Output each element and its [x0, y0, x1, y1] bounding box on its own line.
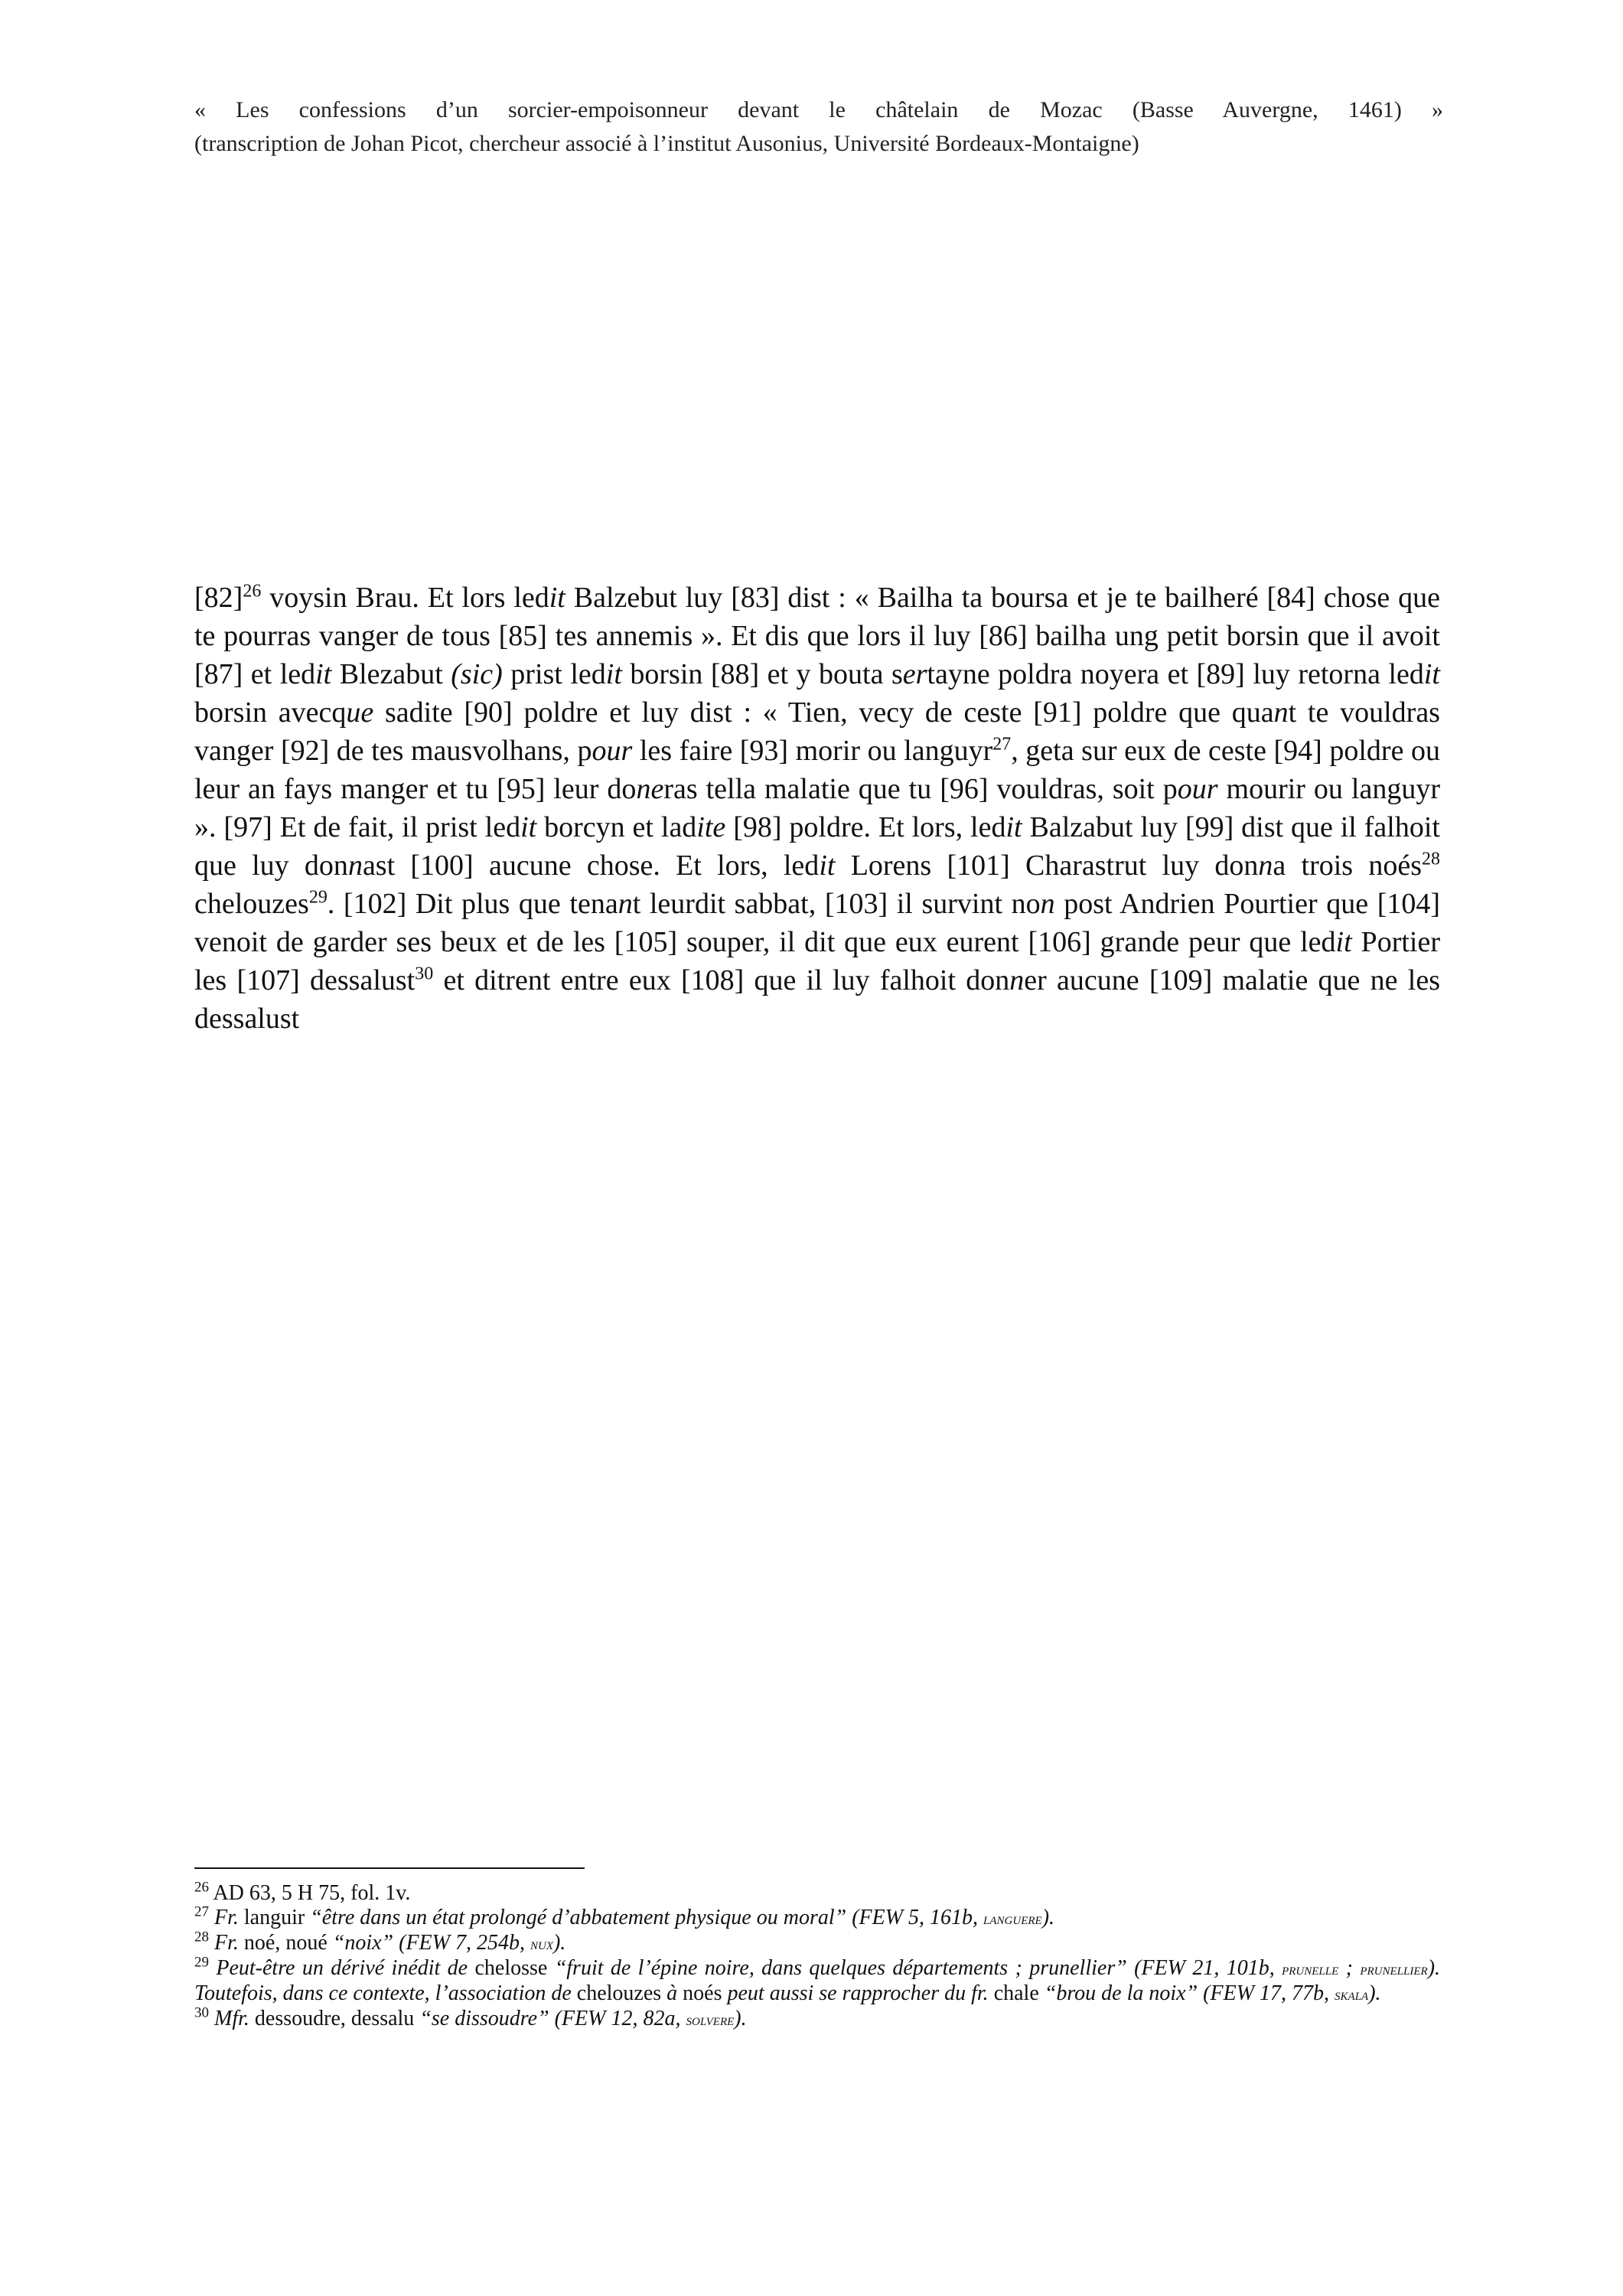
header-title-line: « Les confessions d’un sorcier-empoisonneur devant le châtelain de Mozac (Basse Auvergne, 1461) » — [194, 97, 1443, 122]
footnote-text: noé, noué — [238, 1931, 333, 1955]
abbreviation-expansion: it — [1423, 658, 1440, 690]
abbreviation-expansion: it — [605, 658, 622, 690]
footnote-text: Fr. — [214, 1906, 239, 1929]
text-run: post Andrien Pourtier que [104] venoit de garder ses beux et de les [105] souper, il dit que eux eurent [106] grande peur que led — [194, 888, 1441, 958]
text-run: et ditrent entre eux [108] que il luy falhoit don — [433, 964, 1010, 996]
footnote-text: ). — [734, 2007, 747, 2030]
text-run: ras tella malatie que tu [96] vouldras, soit p — [663, 773, 1178, 805]
abbreviation-expansion: our — [592, 735, 633, 767]
footnote-text: peut aussi se rapprocher du — [722, 1981, 972, 2005]
footnote-number: 26 — [194, 1879, 209, 1896]
etymon: nux — [530, 1934, 553, 1953]
footnote-text: “être dans un état prolongé d’abbatement physique ou moral” (FEW 5, 161b, — [310, 1906, 984, 1929]
footnote-text: à — [661, 1981, 683, 2005]
footnote-text: Mfr. — [214, 2007, 249, 2030]
etymon: prunelle — [1282, 1959, 1339, 1978]
footnote-text: ). — [552, 1931, 566, 1955]
footnote-text: chale — [988, 1981, 1045, 2005]
footnote-text: chelosse — [474, 1956, 548, 1980]
footnote-number: 28 — [194, 1929, 209, 1945]
transcription-paragraph — [194, 579, 1440, 1038]
footnote-text: “fruit de l’épine noire, dans quelques départements ; prunellier” (FEW 21, 101b, — [547, 1956, 1282, 1980]
abbreviation-expansion: n — [618, 888, 633, 920]
text-run: Portier les [107] dessalust — [194, 926, 1440, 996]
abbreviation-expansion: it — [1005, 811, 1022, 843]
footnote-text: Peut-être un dérivé inédit de — [209, 1956, 475, 1980]
text-run: borsin [88] et y bouta s — [621, 658, 903, 690]
text-run: tayne poldra noyera et [89] luy retorna led — [927, 658, 1424, 690]
footnote-27 — [194, 1903, 1440, 1931]
abbreviation-expansion: it — [549, 582, 565, 614]
abbreviation-expansion: it — [520, 811, 537, 843]
etymon: languere — [983, 1909, 1042, 1928]
footnote-text: ; — [1338, 1956, 1361, 1980]
text-run: t leurdit sabbat, [103] il survint no — [632, 888, 1041, 920]
etymon: solvere — [686, 2010, 735, 2029]
abbreviation-expansion: er — [902, 658, 927, 690]
footnote-number: 29 — [194, 1954, 209, 1971]
text-run: borsin avecq — [194, 696, 347, 729]
abbreviation-expansion: it — [819, 850, 836, 882]
text-run: . [102] Dit plus que tena — [327, 888, 618, 920]
text-run: er aucune [109] malatie que ne les dessalust — [194, 964, 1441, 1035]
sic-marker: (sic) — [451, 658, 503, 690]
abbreviation-expansion: n — [1273, 696, 1289, 729]
footnote-number: 30 — [194, 2004, 209, 2021]
footnote-text: “brou de la noix” (FEW 17, 77b, — [1044, 1981, 1335, 2005]
footnote-text: chelouzes — [576, 1981, 662, 2005]
footnote-ref-26[interactable]: 26 — [243, 581, 262, 602]
footnote-ref-28[interactable]: 28 — [1421, 849, 1440, 869]
footnote-text: Fr. — [214, 1931, 239, 1955]
footnote-text: AD 63, 5 H 75, fol. 1v. — [209, 1881, 411, 1905]
footnote-text: ). — [1041, 1906, 1055, 1929]
abbreviation-expansion: n — [1009, 964, 1025, 996]
abbreviation-expansion: our — [1177, 773, 1218, 805]
footnote-28 — [194, 1931, 1440, 1956]
text-run: t te vouldras vanger [92] de tes mausvolhans, p — [194, 696, 1440, 767]
text-run: mourir ou languyr ». [97] Et de fait, il prist led — [194, 773, 1440, 843]
text-run: ast [100] aucune chose. Et lors, led — [362, 850, 820, 882]
text-run: Blezabut — [331, 658, 451, 690]
footnote-ref-29[interactable]: 29 — [308, 887, 328, 908]
etymon: prunellier — [1360, 1959, 1428, 1978]
footnote-text: “noix” (FEW 7, 254b, — [332, 1931, 530, 1955]
footnote-text: “se dissoudre” (FEW 12, 82a, — [419, 2007, 686, 2030]
footnotes — [194, 1881, 1440, 2032]
text-run: [82] — [194, 582, 243, 614]
text-run: borcyn et lad — [536, 811, 697, 843]
text-run: Lorens [101] Charastrut luy don — [835, 850, 1259, 882]
abbreviation-expansion: ne — [636, 773, 664, 805]
text-run: a trois noés — [1273, 850, 1422, 882]
text-run: sadite [90] poldre et luy dist : « Tien, vecy de ceste [91] poldre que qua — [373, 696, 1274, 729]
footnote-text: fr. — [971, 1981, 989, 2005]
text-run: Balzabut luy [99] dist que il falhoit que luy don — [194, 811, 1440, 882]
footnote-30 — [194, 2004, 1440, 2032]
abbreviation-expansion: n — [347, 850, 363, 882]
footnote-text: ). — [1368, 1981, 1381, 2005]
footnote-ref-27[interactable]: 27 — [992, 734, 1012, 755]
footnote-ref-30[interactable]: 30 — [415, 964, 434, 984]
footnote-29 — [194, 1956, 1440, 2007]
text-run: Balzebut luy [83] dist : « Bailha ta boursa et je te bailheré [84] chose que te pourras vanger de tous [85] tes annemis ». Et dis que lors il luy [86] bailha ung petit borsin que il avoit [87] et led — [194, 582, 1440, 690]
text-run: voysin Brau. Et lors led — [261, 582, 549, 614]
header-credit-line: (transcription de Johan Picot, chercheur associé à l’institut Ausonius, Université Bordeaux-Montaigne) — [194, 131, 1139, 156]
abbreviation-expansion: it — [315, 658, 332, 690]
abbreviation-expansion: ite — [696, 811, 726, 843]
text-run: chelouzes — [194, 888, 309, 920]
abbreviation-expansion: it — [1335, 926, 1352, 958]
text-run: [98] poldre. Et lors, led — [725, 811, 1006, 843]
footnote-separator — [194, 1867, 585, 1869]
etymon: skala — [1335, 1985, 1369, 2004]
text-run: prist led — [502, 658, 606, 690]
footnote-number: 27 — [194, 1903, 209, 1920]
footnote-text: languir — [238, 1906, 311, 1929]
page-header — [194, 93, 1443, 161]
text-run: , geta sur eux de ceste [94] poldre ou leur an fays manger et tu [95] leur do — [194, 735, 1440, 805]
footnote-26 — [194, 1881, 1440, 1906]
footnote-text: ). Toutefois, dans ce contexte, l’association de — [194, 1956, 1441, 2005]
footnote-text: dessoudre, dessalu — [249, 2007, 420, 2030]
footnote-text: noés — [683, 1981, 722, 2005]
abbreviation-expansion: ue — [346, 696, 374, 729]
abbreviation-expansion: n — [1040, 888, 1055, 920]
text-run: les faire [93] morir ou languyr — [632, 735, 993, 767]
abbreviation-expansion: n — [1258, 850, 1273, 882]
